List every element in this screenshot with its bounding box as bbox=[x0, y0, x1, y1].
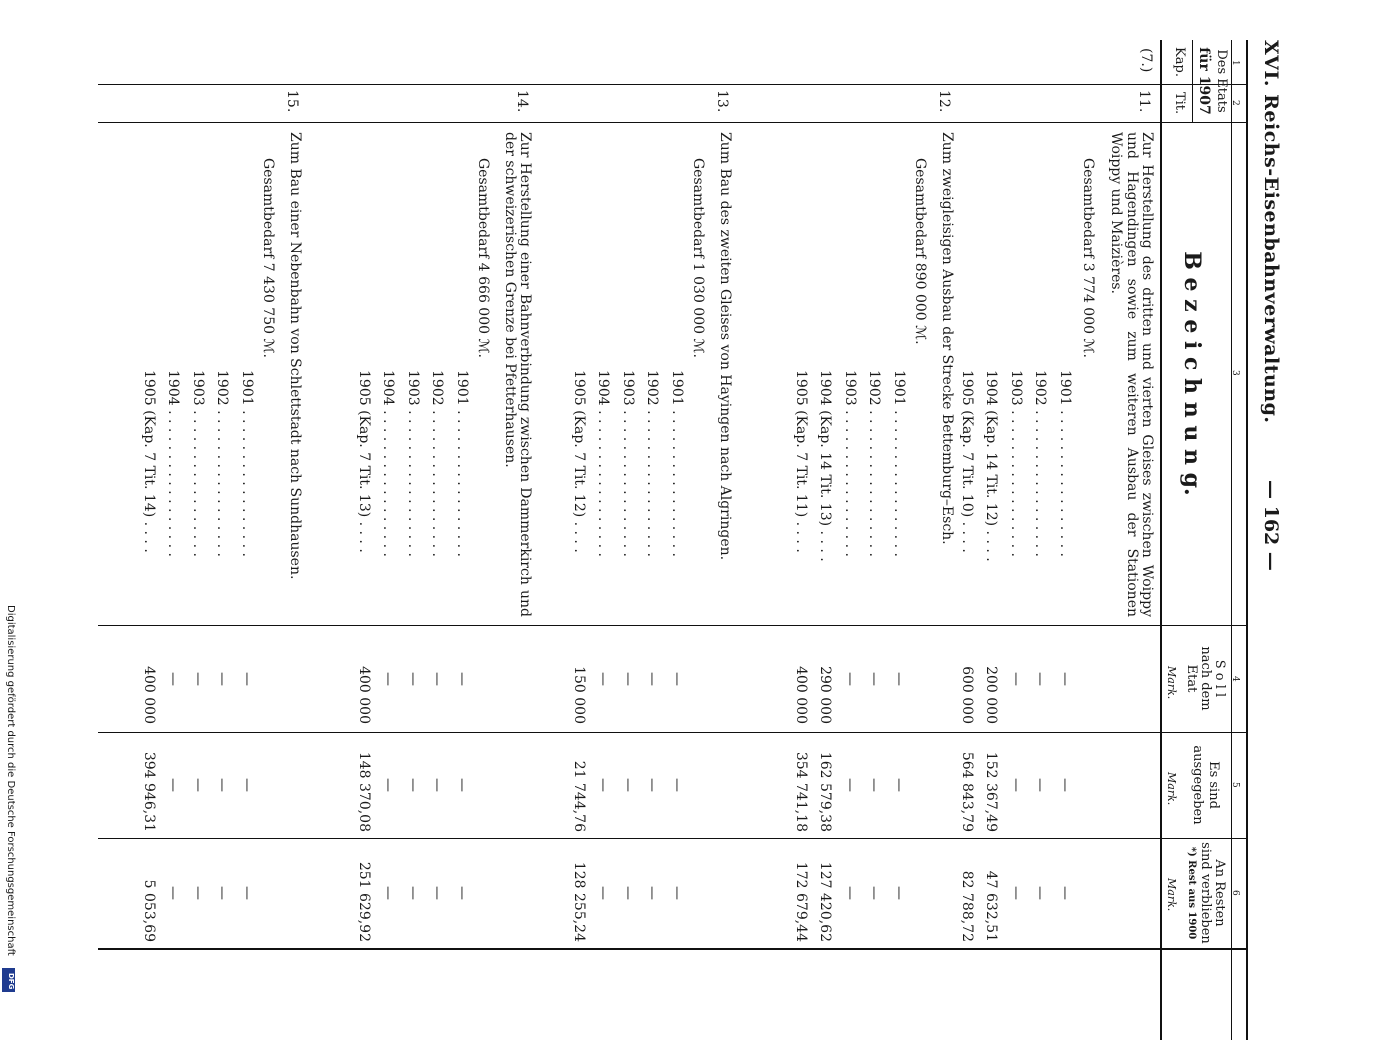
entry-5-aus-1: — bbox=[239, 778, 255, 792]
bezeichnung-header: B e z e i c h n u n g. bbox=[1179, 251, 1205, 496]
entry-5-aus-3: — bbox=[190, 778, 206, 792]
soll-header-2: nach dem bbox=[1198, 646, 1213, 711]
rotated-table-page bbox=[50, 40, 1290, 1040]
entry-5-soll-5: 400 000 bbox=[141, 666, 157, 724]
kap-header: Kap. bbox=[1172, 47, 1187, 77]
dfg-logo bbox=[2, 968, 15, 992]
entry-1-year-5: 1905 (Kap. 7 Tit. 10) . . . . bbox=[959, 370, 975, 553]
ausgegeben-header-1: Es sind bbox=[1206, 761, 1221, 809]
entry-4-soll-2: — bbox=[429, 672, 446, 686]
entry-3-rest-3: — bbox=[620, 886, 636, 900]
entry-4-rest-1: — bbox=[454, 886, 470, 900]
tit-header: Tit. bbox=[1172, 91, 1187, 115]
entry-5-year-3: 1903 . . . . . . . . . . . . . . . . . bbox=[190, 370, 206, 557]
entry-3-soll-2: — bbox=[644, 672, 661, 686]
entry-3-rest-5: 128 255,24 bbox=[571, 861, 587, 942]
entry-3-rest-2: — bbox=[644, 886, 661, 900]
col-rule-1 bbox=[98, 84, 1248, 85]
reste-header-2: sind verblieben bbox=[1198, 842, 1213, 944]
col-rule-4 bbox=[98, 732, 1248, 733]
kap-value: (7.) bbox=[1138, 48, 1154, 73]
entry-2-year-1: 1901 . . . . . . . . . . . . . . . . . bbox=[891, 370, 907, 557]
entry-1-rest-2: — bbox=[1032, 886, 1049, 900]
colnum-1: 1 bbox=[1230, 60, 1240, 66]
entry-4-rest-2: — bbox=[429, 886, 446, 900]
entry-3-soll-3: — bbox=[620, 672, 636, 686]
entry-3-year-5: 1905 (Kap. 7 Tit. 12) . . . . bbox=[571, 370, 587, 553]
entry-3-rest-1: — bbox=[669, 886, 685, 900]
entry-description-2: Zum zweigleisigen Ausbau der Strecke Bettemburg–Esch. bbox=[939, 132, 955, 545]
entry-gesamtbedarf-5: Gesamtbedarf 7 430 750 ℳ. bbox=[260, 158, 276, 358]
entry-2-aus-2: — bbox=[866, 778, 883, 792]
dfg-logo-text: DFG bbox=[7, 973, 15, 990]
entry-4-rest-3: — bbox=[405, 886, 421, 900]
entry-2-aus-5: 354 741,18 bbox=[793, 751, 809, 832]
entry-1-year-1: 1901 . . . . . . . . . . . . . . . . . bbox=[1057, 370, 1073, 557]
entry-5-aus-5: 394 946,31 bbox=[141, 751, 157, 832]
entry-5-soll-1: — bbox=[239, 672, 255, 686]
entry-4-soll-3: — bbox=[405, 672, 421, 686]
entry-description-5: Zum Bau einer Nebenbahn von Schlettstadt nach Sundhausen. bbox=[287, 132, 303, 580]
header-bottom-rule bbox=[1160, 40, 1162, 1040]
entry-1-rest-5: 82 788,72 bbox=[959, 870, 975, 942]
entry-4-soll-5: 400 000 bbox=[356, 666, 372, 724]
entry-4-year-5: 1905 (Kap. 7 Tit. 13) . . . . bbox=[356, 370, 372, 553]
entry-2-aus-1: — bbox=[891, 778, 907, 792]
credit-sidebar bbox=[2, 605, 16, 985]
entry-3-year-2: 1902 . . . . . . . . . . . . . . . . . bbox=[644, 370, 661, 557]
entry-3-soll-4: — bbox=[595, 672, 612, 686]
entry-5-year-1: 1901 . . . . . . . . . . . . . . . . . bbox=[239, 370, 255, 557]
entry-4-soll-4: — bbox=[380, 672, 397, 686]
entry-tit-1: 11. bbox=[1136, 90, 1152, 113]
entry-gesamtbedarf-3: Gesamtbedarf 1 030 000 ℳ. bbox=[690, 158, 706, 358]
entry-3-year-4: 1904 . . . . . . . . . . . . . . . . . bbox=[595, 370, 612, 557]
entry-5-rest-5: 5 053,69 bbox=[141, 879, 157, 942]
entry-1-rest-1: — bbox=[1057, 886, 1073, 900]
col-rule-3 bbox=[98, 625, 1248, 626]
entry-1-year-3: 1903 . . . . . . . . . . . . . . . . . bbox=[1008, 370, 1024, 557]
entry-gesamtbedarf-1: Gesamtbedarf 3 774 000 ℳ. bbox=[1080, 158, 1096, 358]
col-rule-5 bbox=[98, 838, 1248, 839]
soll-unit: Mark. bbox=[1165, 666, 1178, 700]
entry-5-year-4: 1904 . . . . . . . . . . . . . . . . . bbox=[165, 370, 182, 557]
entry-1-aus-5: 564 843,79 bbox=[959, 751, 975, 832]
entry-4-aus-4: — bbox=[380, 778, 397, 792]
entry-3-year-3: 1903 . . . . . . . . . . . . . . . . . bbox=[620, 370, 636, 557]
entry-2-year-5: 1905 (Kap. 7 Tit. 11) . . . . bbox=[793, 370, 809, 553]
entry-1-soll-1: — bbox=[1057, 672, 1073, 686]
entry-1-soll-2: — bbox=[1032, 672, 1049, 686]
entry-1-aus-2: — bbox=[1032, 778, 1049, 792]
entry-4-aus-5: 148 370,08 bbox=[356, 751, 372, 832]
entry-tit-2: 12. bbox=[936, 90, 952, 113]
etat-label-2: für 1907 bbox=[1196, 47, 1212, 115]
entry-3-aus-4: — bbox=[595, 778, 612, 792]
entry-gesamtbedarf-4: Gesamtbedarf 4 666 000 ℳ. bbox=[475, 158, 491, 358]
entry-tit-4: 14. bbox=[514, 90, 530, 113]
entry-3-aus-1: — bbox=[669, 778, 685, 792]
entry-tit-3: 13. bbox=[714, 90, 730, 113]
entry-description-3: Zum Bau des zweiten Gleises von Hayingen nach Algringen. bbox=[717, 132, 733, 561]
entry-1-soll-4: 200 000 bbox=[983, 666, 1000, 724]
entry-5-year-5: 1905 (Kap. 7 Tit. 14) . . . . bbox=[141, 370, 157, 553]
entry-4-year-3: 1903 . . . . . . . . . . . . . . . . . bbox=[405, 370, 421, 557]
page-number: — 162 — bbox=[1260, 480, 1282, 571]
entry-1-year-2: 1902 . . . . . . . . . . . . . . . . . bbox=[1032, 370, 1049, 557]
entry-5-aus-4: — bbox=[165, 778, 182, 792]
entry-5-rest-4: — bbox=[165, 886, 182, 900]
entry-4-aus-2: — bbox=[429, 778, 446, 792]
entry-2-rest-4: 127 420,62 bbox=[817, 861, 834, 942]
etat-label-1: Des Etats bbox=[1214, 49, 1229, 113]
entry-5-soll-2: — bbox=[214, 672, 231, 686]
entry-3-year-1: 1901 . . . . . . . . . . . . . . . . . bbox=[669, 370, 685, 557]
entry-4-rest-5: 251 629,92 bbox=[356, 861, 372, 942]
entry-3-soll-5: 150 000 bbox=[571, 666, 587, 724]
entry-1-rest-3: — bbox=[1008, 886, 1024, 900]
entry-2-year-4: 1904 (Kap. 14 Tit. 13) . . . . bbox=[817, 370, 834, 562]
entry-5-rest-2: — bbox=[214, 886, 231, 900]
entry-5-year-2: 1902 . . . . . . . . . . . . . . . . . bbox=[214, 370, 231, 557]
entry-4-soll-1: — bbox=[454, 672, 470, 686]
entry-2-aus-4: 162 579,38 bbox=[817, 751, 834, 832]
entry-5-soll-3: — bbox=[190, 672, 206, 686]
colnum-6: 6 bbox=[1230, 890, 1240, 896]
colnum-4: 4 bbox=[1230, 676, 1240, 682]
entry-2-rest-2: — bbox=[866, 886, 883, 900]
entry-1-rest-4: 47 632,51 bbox=[983, 870, 1000, 942]
ausgegeben-header-2: ausgegeben bbox=[1190, 745, 1205, 825]
entry-2-year-2: 1902 . . . . . . . . . . . . . . . . . bbox=[866, 370, 883, 557]
entry-5-soll-4: — bbox=[165, 672, 182, 686]
entry-description-1: Zur Herstellung des dritten und vierten Gleises zwischen Woippy und Hagendingen sowie zum weiteren Ausbau der Stationen Woippy und Maizières. bbox=[1108, 132, 1155, 617]
reste-unit: Mark. bbox=[1165, 878, 1178, 912]
entry-1-aus-1: — bbox=[1057, 778, 1073, 792]
reste-header-3: *) Rest aus 1900 bbox=[1186, 846, 1197, 940]
entry-4-year-2: 1902 . . . . . . . . . . . . . . . . . bbox=[429, 370, 446, 557]
entry-5-rest-1: — bbox=[239, 886, 255, 900]
colnum-5: 5 bbox=[1230, 782, 1240, 788]
entry-2-rest-3: — bbox=[842, 886, 858, 900]
entry-tit-5: 15. bbox=[284, 90, 300, 113]
section-title: XVI. Reichs-Eisenbahnverwaltung. bbox=[1260, 40, 1282, 424]
entry-2-soll-1: — bbox=[891, 672, 907, 686]
entry-2-soll-4: 290 000 bbox=[817, 666, 834, 724]
entry-4-rest-4: — bbox=[380, 886, 397, 900]
entry-gesamtbedarf-2: Gesamtbedarf 890 000 ℳ. bbox=[912, 158, 928, 345]
soll-header-3: Etat bbox=[1184, 664, 1199, 693]
col-rule-2 bbox=[98, 122, 1248, 123]
entry-2-aus-3: — bbox=[842, 778, 858, 792]
digitization-credit: Digitalisierung gefördert durch die Deutsche Forschungsgemeinschaft bbox=[5, 605, 16, 956]
entry-2-soll-3: — bbox=[842, 672, 858, 686]
reste-header-1: An Resten bbox=[1212, 859, 1227, 927]
entry-1-aus-4: 152 367,49 bbox=[983, 751, 1000, 832]
entry-2-soll-5: 400 000 bbox=[793, 666, 809, 724]
entry-2-soll-2: — bbox=[866, 672, 883, 686]
colnum-3: 3 bbox=[1230, 370, 1240, 376]
entry-4-aus-3: — bbox=[405, 778, 421, 792]
entry-3-aus-3: — bbox=[620, 778, 636, 792]
entry-2-year-3: 1903 . . . . . . . . . . . . . . . . . bbox=[842, 370, 858, 557]
entry-5-rest-3: — bbox=[190, 886, 206, 900]
col-rule-6 bbox=[98, 948, 1248, 950]
entry-1-aus-3: — bbox=[1008, 778, 1024, 792]
entry-3-soll-1: — bbox=[669, 672, 685, 686]
entry-2-rest-1: — bbox=[891, 886, 907, 900]
entry-description-4: Zur Herstellung einer Bahnverbindung zwischen Dammerkirch und der schweizerischen Grenze bei Pfetterhausen. bbox=[501, 132, 533, 617]
entry-4-aus-1: — bbox=[454, 778, 470, 792]
entry-5-aus-2: — bbox=[214, 778, 231, 792]
entry-4-year-1: 1901 . . . . . . . . . . . . . . . . . bbox=[454, 370, 470, 557]
soll-header-1: S o l l bbox=[1212, 659, 1227, 698]
top-rule bbox=[1246, 40, 1248, 1040]
etat-sub-rule bbox=[1192, 40, 1193, 122]
entry-1-soll-5: 600 000 bbox=[959, 666, 975, 724]
entry-1-year-4: 1904 (Kap. 14 Tit. 12) . . . . bbox=[983, 370, 1000, 562]
entry-1-soll-3: — bbox=[1008, 672, 1024, 686]
entry-3-aus-2: — bbox=[644, 778, 661, 792]
entry-4-year-4: 1904 . . . . . . . . . . . . . . . . . bbox=[380, 370, 397, 557]
entry-2-rest-5: 172 679,44 bbox=[793, 861, 809, 942]
colnum-2: 2 bbox=[1230, 100, 1240, 106]
entry-3-aus-5: 21 744,76 bbox=[571, 760, 587, 832]
ausgegeben-unit: Mark. bbox=[1165, 772, 1178, 806]
entry-3-rest-4: — bbox=[595, 886, 612, 900]
